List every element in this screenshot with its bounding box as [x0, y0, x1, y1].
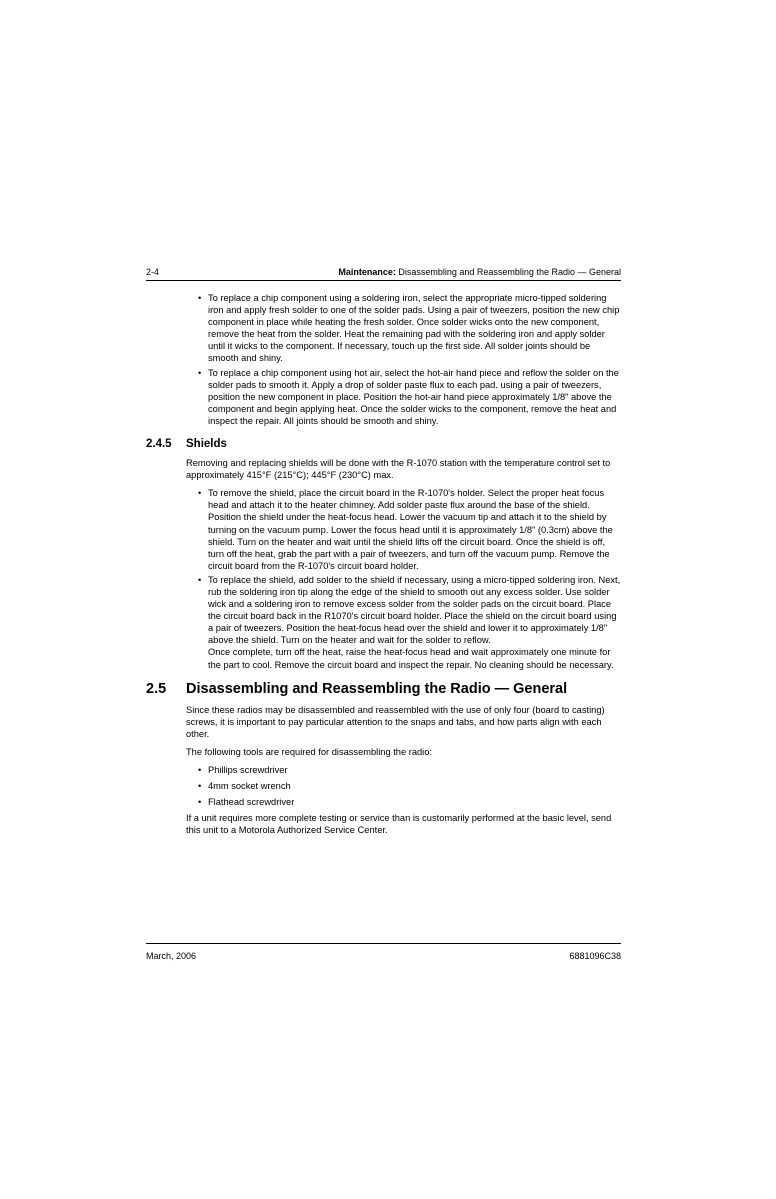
bullet-icon: • — [198, 781, 202, 792]
section-heading-number: 2.5 — [146, 680, 167, 697]
section-heading — [146, 681, 621, 698]
section-heading-text: Disassembling and Reassembling the Radio — General — [186, 680, 568, 697]
list-item — [146, 780, 621, 792]
bullet-icon: • — [198, 367, 202, 378]
page-number: 2-4 — [146, 267, 160, 277]
main-content — [146, 292, 621, 842]
section-paragraph-3: If a unit requires more complete testing or service than is customarily performed at the basic level, send this unit to a Motorola Authorized Service Center. — [186, 813, 612, 836]
tool-text: Phillips screwdriver — [208, 765, 288, 775]
footer-rule — [146, 943, 621, 944]
shields-heading — [146, 437, 621, 451]
bullet-icon: • — [198, 574, 202, 585]
header-title-bold: Maintenance: — [338, 267, 396, 277]
shields-heading-text: Shields — [186, 438, 227, 451]
bullet-icon: • — [198, 765, 202, 775]
tool-text: Flathead screwdriver — [208, 797, 295, 808]
section-paragraph-2: The following tools are required for disassembling the radio: — [186, 746, 432, 757]
bullet-text: To remove the shield, place the circuit board in the R-1070's holder. Select the proper heat focus head and attach it to the heater chimney. Add solder paste flux around the base of the shield. Position the shield under the heat-focus head. Lower the vacuum tip and attach it to the shield by turning on the vacuum pump. Lower the focus head until it is approximately 1/8" (0.3cm) above the shield. Turn on the heater and wait until the shield lifts off the circuit board. Once the shield is off, turn off the heat, grab the part with a pair of tweezers, and turn off the vacuum pump. Remove the circuit board from the R-1070's circuit board holder. — [208, 488, 613, 571]
list-item — [146, 367, 621, 427]
header-title — [338, 266, 621, 278]
bullet-text: To replace a chip component using a soldering iron, select the appropriate micro-tipped soldering iron and apply fresh solder to one of the solder pads. Using a pair of tweezers, position the new chip component in place while heating the fresh solder. Once solder wicks onto the new component, remove the heat from the solder. Heat the remaining pad with the soldering iron and apply solder until it wicks to the component. If necessary, touch up the first side. All solder joints should be smooth and shiny. — [208, 293, 620, 364]
shields-bullet-list — [146, 487, 621, 670]
list-item — [146, 574, 621, 671]
list-item — [146, 764, 621, 776]
header-rule — [146, 280, 621, 281]
header-title-rest: Disassembling and Reassembling the Radio — General — [398, 267, 621, 277]
intro-bullet-list — [146, 292, 621, 427]
list-item — [146, 796, 621, 808]
bullet-icon: • — [198, 488, 202, 499]
document-page — [146, 0, 621, 1199]
footer-doc-number: 6881096C38 — [569, 951, 621, 961]
bullet-icon: • — [198, 293, 202, 303]
tool-text: 4mm socket wrench — [208, 781, 291, 792]
bullet-text: To replace the shield, add solder to the shield if necessary, using a micro-tipped soldering iron. Next, rub the soldering iron tip along the edge of the shield to smooth out any excess solder. Use solder wick and a soldering iron to remove excess solder from the solder pads on the circuit board. Place the circuit board back in the R1070's circuit board holder. Place the shield on the circuit board using a pair of tweezers. Position the heat-focus head over the shield and lower it to approximately 1/8" above the shield. Turn on the heater and wait for the solder to reflow. — [208, 574, 621, 646]
list-item — [146, 292, 621, 365]
list-item — [146, 487, 621, 572]
section-paragraph-1: Since these radios may be disassembled and reassembled with the use of only four (board to casting) screws, it is important to pay particular attention to the snaps and tabs, and how parts align with each other. — [186, 704, 605, 739]
tools-list — [146, 764, 621, 808]
footer-date: March, 2006 — [146, 951, 197, 961]
bullet-icon: • — [198, 797, 202, 808]
shields-intro: Removing and replacing shields will be done with the R-1070 station with the temperature control set to approximately 415°F (215°C); 445°F (230°C) max. — [186, 458, 611, 481]
bullet-continuation-text: Once complete, turn off the heat, raise the heat-focus head and wait approximately one minute for the part to cool. Remove the circuit board and inspect the repair. No cleaning should be necessary. — [208, 647, 614, 670]
shields-heading-number: 2.4.5 — [146, 438, 172, 451]
page-header — [146, 266, 621, 278]
bullet-text: To replace a chip component using hot air, select the hot-air hand piece and reflow the solder on the solder pads to smooth it. Apply a drop of solder paste flux to each pad. using a pair of tweezers, position the new component in place. Position the hot-air hand piece approximately 1/8" above the component and begin applying heat. Once the solder wicks to the component, remove the heat and inspect the repair. All joints should be smooth and shiny. — [208, 367, 619, 426]
